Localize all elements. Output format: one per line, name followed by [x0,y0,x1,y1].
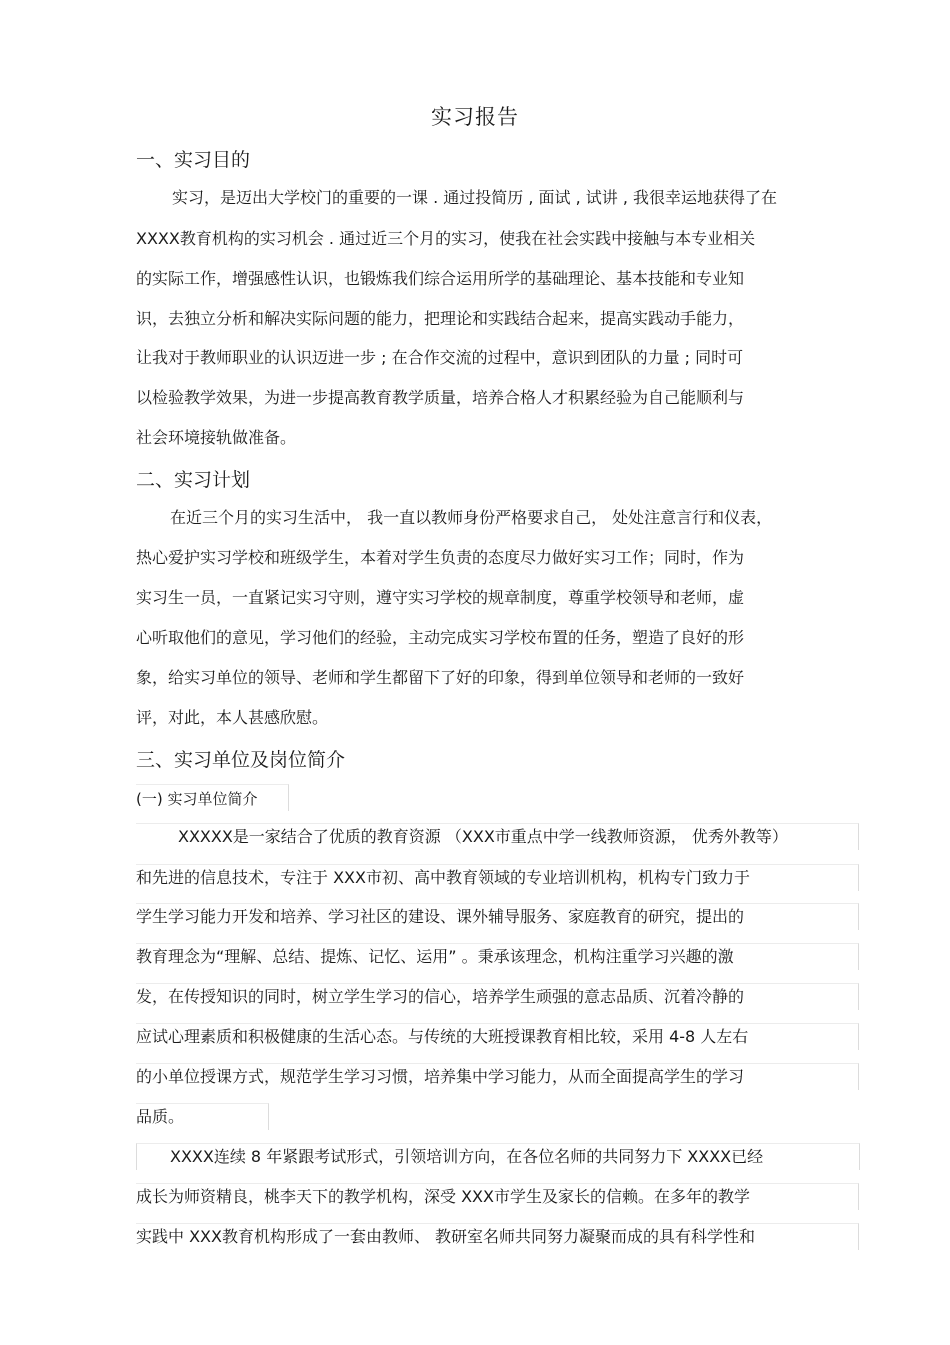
paragraph-line: 的实际工作，增强感性认识，也锻炼我们综合运用所学的基础理论、基本技能和专业知 [136,269,745,288]
paragraph-line: XXXX教育机构的实习机会 . 通过近三个月的实习，使我在社会实践中接触与本专业相关 [136,229,756,248]
paragraph-line: XXXXX是一家结合了优质的教育资源 （XXX市重点中学一线教师资源， 优秀外教等） [178,827,788,846]
paragraph-line: XXXX连续 8 年紧跟考试形式，引领培训方向，在各位名师的共同努力下 XXXX已经 [170,1147,764,1166]
paragraph-line: 实习生一员，一直紧记实习守则，遵守实习学校的规章制度，尊重学校领导和老师，虚 [136,588,745,607]
paragraph-line: 的小单位授课方式，规范学生学习习惯，培养集中学习能力，从而全面提高学生的学习 [136,1067,745,1086]
paragraph-line: 发，在传授知识的同时，树立学生学习的信心，培养学生顽强的意志品质、沉着冷静的 [136,987,745,1006]
paragraph-line: 热心爱护实习学校和班级学生，本着对学生负责的态度尽力做好实习工作；同时，作为 [136,548,745,567]
paragraph-line: 心听取他们的意见，学习他们的经验，主动完成实习学校布置的任务，塑造了良好的形 [136,628,745,647]
paragraph-line: 成长为师资精良，桃李天下的教学机构，深受 XXX市学生及家长的信赖。在多年的教学 [136,1187,750,1206]
subsection-heading: (一) 实习单位简介 [136,790,258,808]
paragraph-line: 和先进的信息技术，专注于 XXX市初、高中教育领域的专业培训机构，机构专门致力于 [136,868,750,887]
paragraph-line: 实践中 XXX教育机构形成了一套由教师、 教研室名师共同努力凝聚而成的具有科学性和 [136,1227,756,1246]
section-heading-plan: 二、实习计划 [136,469,251,491]
paragraph-line: 教育理念为“理解、总结、提炼、记忆、运用” 。秉承该理念，机构注重学习兴趣的激 [136,947,734,966]
paragraph-line: 在近三个月的实习生活中， 我一直以教师身份严格要求自己， 处处注意言行和仪表， [170,508,773,527]
paragraph-line: 应试心理素质和积极健康的生活心态。与传统的大班授课教育相比较，采用 4-8 人左右 [136,1027,749,1046]
paragraph-line: 品质。 [136,1107,185,1126]
section-heading-unit: 三、实习单位及岗位简介 [136,749,346,771]
paragraph-line: 识，去独立分析和解决实际问题的能力，把理论和实践结合起来，提高实践动手能力， [136,309,745,328]
page-title: 实习报告 [431,105,519,129]
paragraph-line: 社会环境接轨做准备。 [136,428,297,447]
section-heading-purpose: 一、实习目的 [136,149,251,171]
paragraph-line: 实习，是迈出大学校门的重要的一课 . 通过投简历 , 面试 , 试讲 , 我很幸运地获得了在 [172,188,778,207]
paragraph-line: 评，对此，本人甚感欣慰。 [136,708,329,727]
paragraph-line: 以检验教学效果，为进一步提高教育教学质量，培养合格人才积累经验为自己能顺利与 [136,388,745,407]
paragraph-line: 学生学习能力开发和培养、学习社区的建设、课外辅导服务、家庭教育的研究，提出的 [136,907,745,926]
paragraph-line: 让我对于教师职业的认识迈进一步 ; 在合作交流的过程中，意识到团队的力量 ; 同时可 [136,348,744,367]
paragraph-line: 象，给实习单位的领导、老师和学生都留下了好的印象，得到单位领导和老师的一致好 [136,668,745,687]
